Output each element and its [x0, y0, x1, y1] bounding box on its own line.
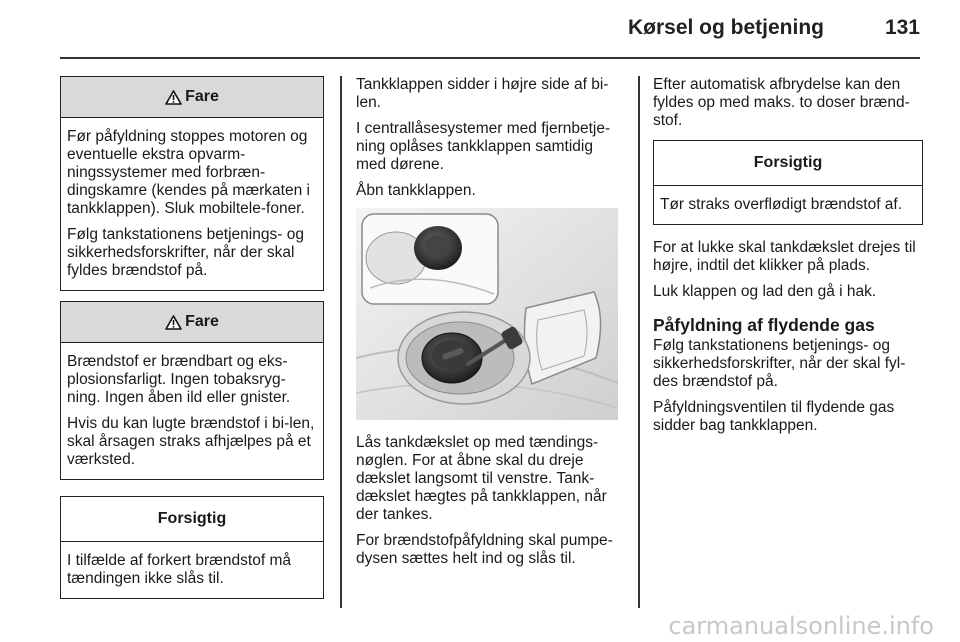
- danger-box: [60, 301, 324, 480]
- body-paragraph: Efter automatisk afbrydelse kan den fyldes op med maks. to doser brænd-stof.: [653, 76, 910, 129]
- column-divider: [340, 76, 342, 608]
- column-1: [60, 76, 324, 609]
- danger-box-title: Fare: [185, 313, 219, 330]
- body-paragraph: Åbn tankklappen.: [356, 182, 476, 199]
- warning-triangle-icon: [165, 315, 182, 330]
- body-paragraph: Påfyldningsventilen til flydende gas sidder bag tankklappen.: [653, 399, 895, 434]
- column-2: [356, 76, 624, 576]
- caution-box-title: Forsigtig: [157, 510, 227, 527]
- caution-box-title: Forsigtig: [753, 154, 823, 171]
- body-paragraph: For at lukke skal tankdækslet drejes til højre, indtil det klikker på plads.: [653, 239, 916, 274]
- danger-box-header: [61, 77, 323, 118]
- danger-box: [60, 76, 324, 291]
- section-heading: Påfyldning af flydende gas: [653, 315, 875, 335]
- caution-text: I tilfælde af forkert brændstof må tændingen ikke slås til.: [67, 552, 291, 587]
- danger-text: Hvis du kan lugte brændstof i bi-len, skal årsagen straks afhjælpes på et værksted.: [67, 415, 315, 468]
- section-title: Kørsel og betjening: [627, 16, 824, 39]
- column-3: [653, 76, 923, 443]
- danger-box-header: [61, 302, 323, 343]
- caution-text: Tør straks overflødigt brændstof af.: [660, 196, 903, 213]
- page-number: 131: [884, 16, 920, 39]
- body-paragraph: Lås tankdækslet op med tændings-nøglen. For at åbne skal du dreje dækslet langsomt til venstre. Tank-dækslet hægtes på tankklappen, når der tankes.: [356, 434, 607, 523]
- fuel-flap-drawing: [356, 208, 618, 420]
- body-paragraph: Luk klappen og lad den gå i hak.: [653, 283, 877, 300]
- caution-box-header: [61, 497, 323, 542]
- body-paragraph: I centrallåsesystemer med fjernbetje-ning oplåses tankklappen samtidig med dørene.: [356, 120, 611, 173]
- body-paragraph: Følg tankstationens betjenings- og sikkerhedsforskrifter, når der skal fyl-des brændstof på.: [653, 337, 906, 390]
- caution-box: [653, 140, 923, 225]
- caution-box: [60, 496, 324, 599]
- column-divider: [638, 76, 640, 608]
- danger-text: Brændstof er brændbart og eks-plosionsfarligt. Ingen tobaksryg-ning. Ingen åben ild eller gnister.: [67, 353, 291, 406]
- caution-box-header: [654, 141, 922, 186]
- body-paragraph: For brændstofpåfyldning skal pumpe-dysen sættes helt ind og slås til.: [356, 532, 613, 567]
- warning-triangle-icon: [165, 90, 182, 105]
- danger-text: Følg tankstationens betjenings- og sikkerhedsforskrifter, når der skal fyldes brændstof på.: [67, 226, 304, 279]
- body-paragraph: Tankklappen sidder i højre side af bi-len.: [356, 76, 609, 111]
- header-rule: [60, 57, 920, 59]
- fuel-flap-illustration: [356, 208, 618, 420]
- danger-text: Før påfyldning stoppes motoren og eventuelle ekstra opvarm-ningssystemer med forbræn-dingskamre (kendes på mærkaten i tankklappen). Sluk mobiltele-foner.: [67, 128, 310, 217]
- watermark: carmanualsonline.info: [668, 612, 934, 640]
- danger-box-title: Fare: [185, 88, 219, 105]
